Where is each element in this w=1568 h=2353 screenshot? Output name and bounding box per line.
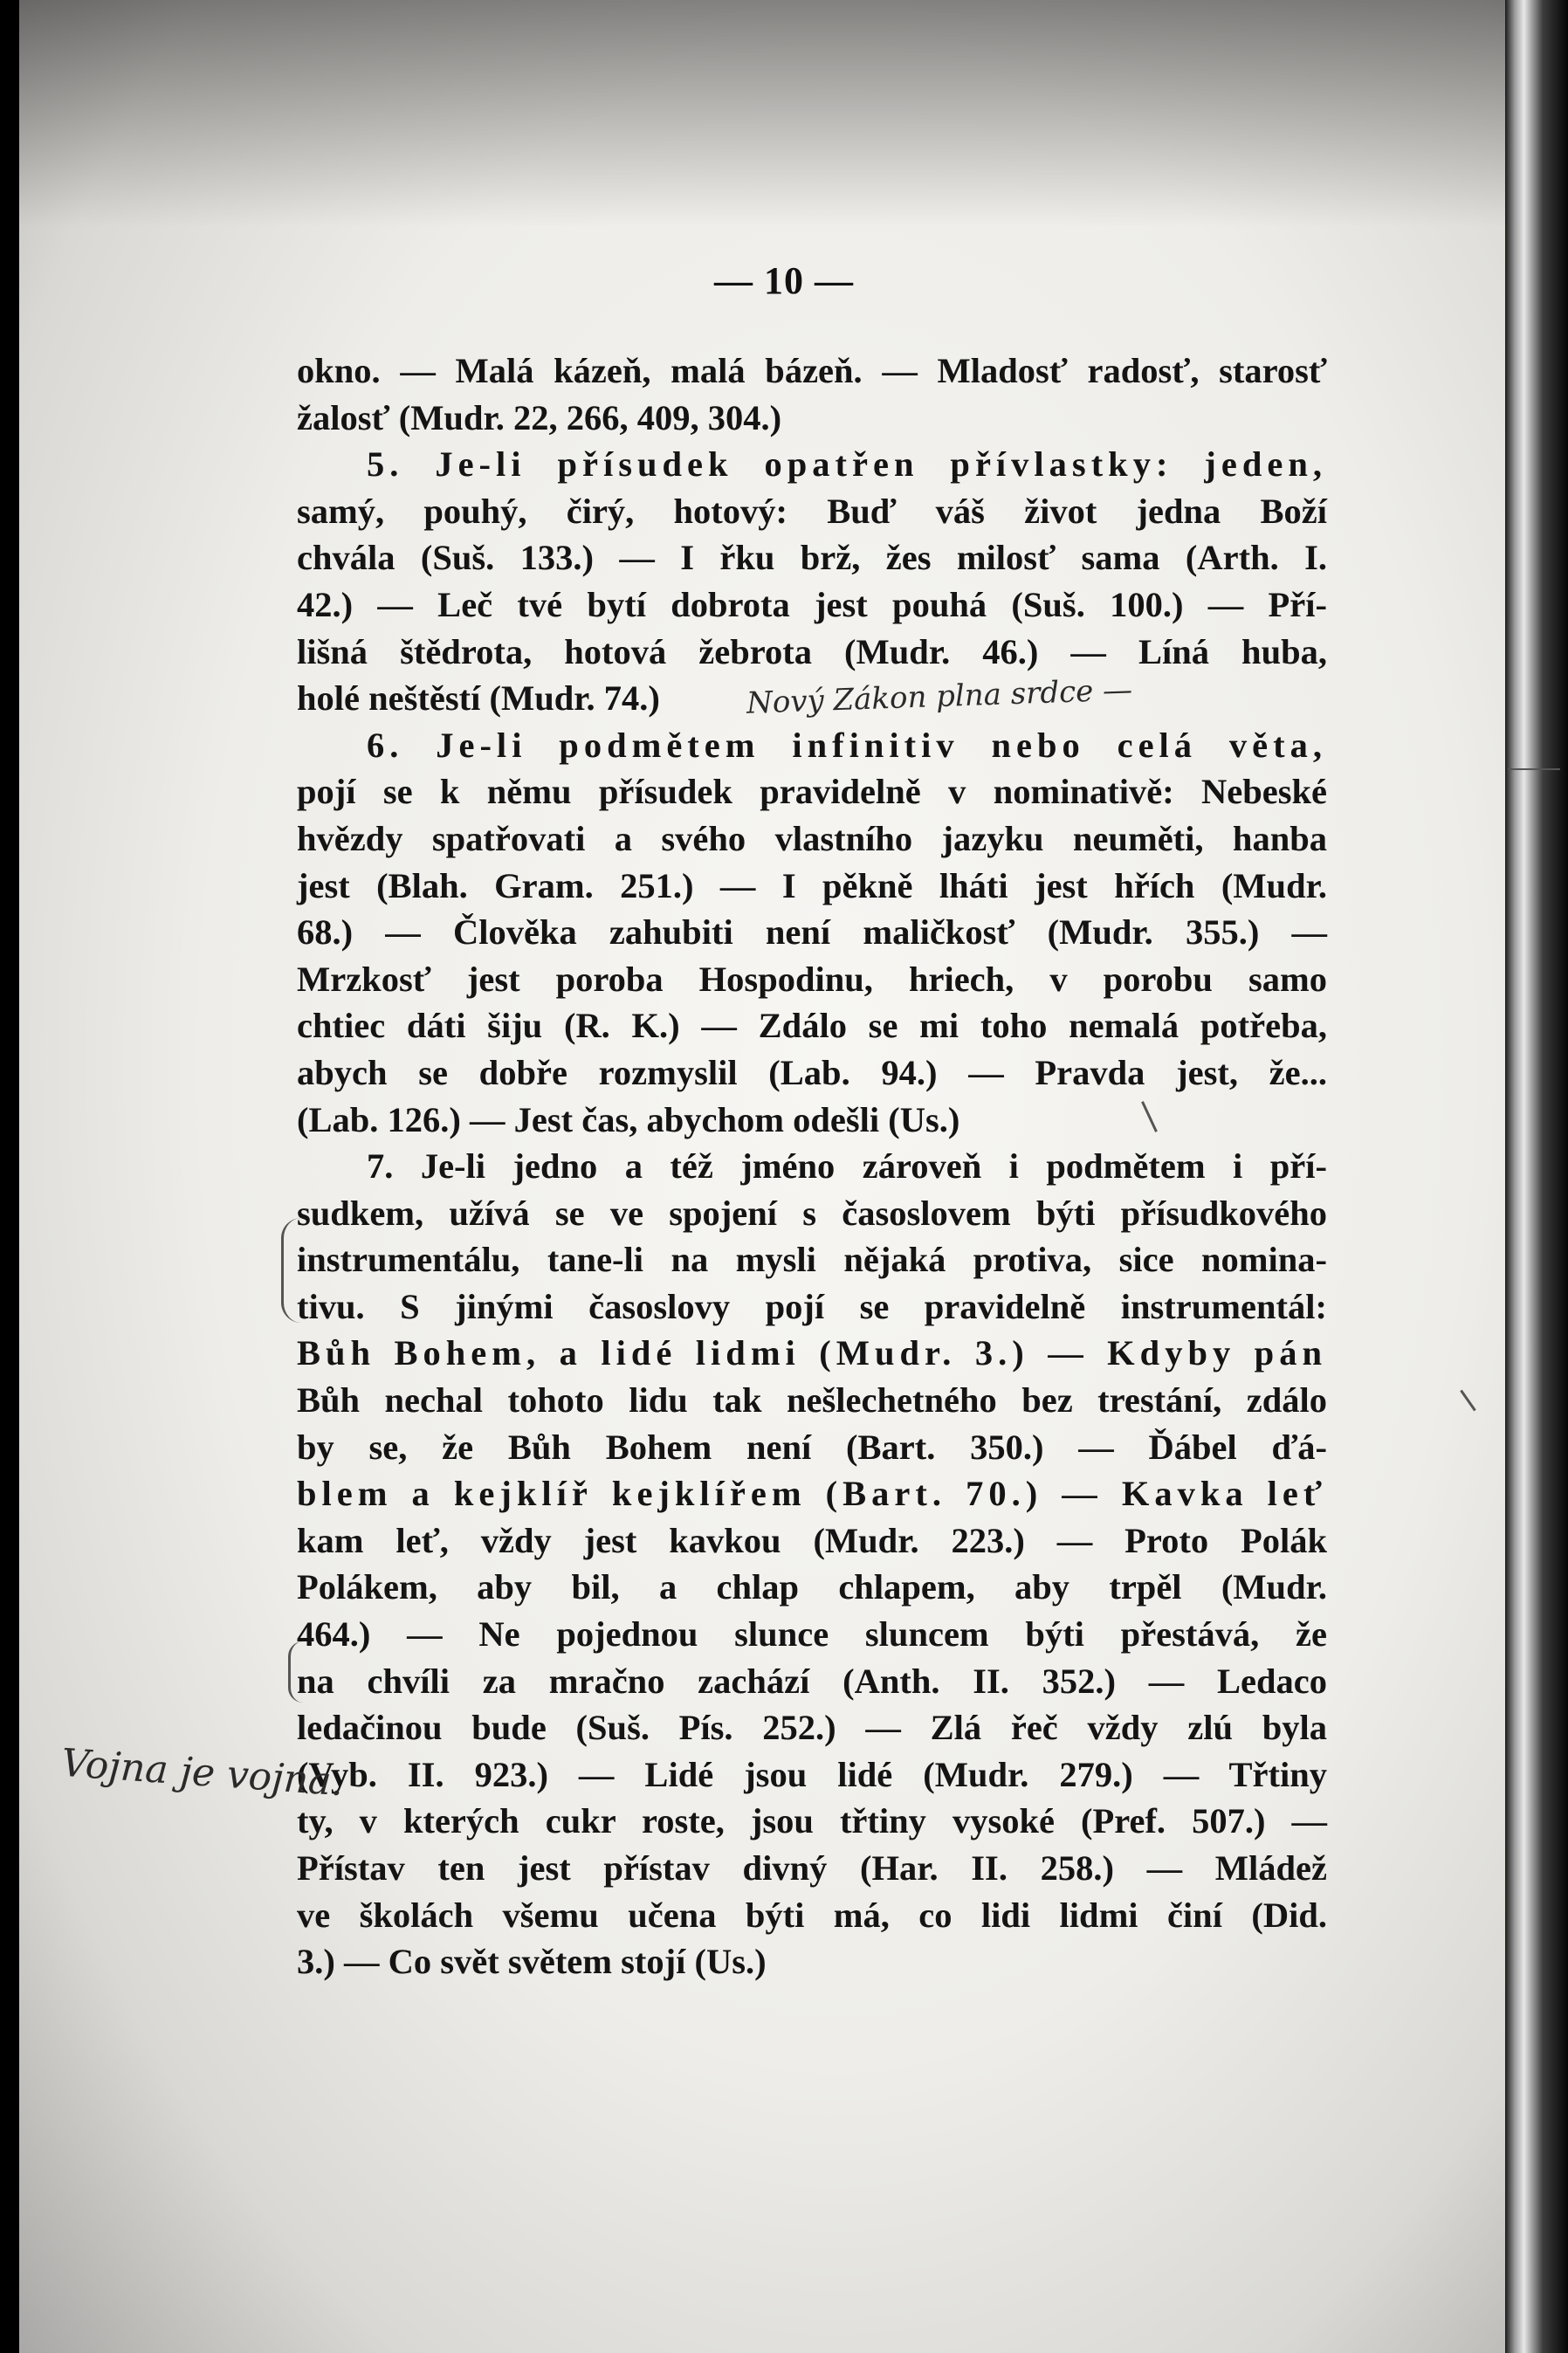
text-line: (Lab. 126.) — Jest čas, abychom odešli (Us.) <box>297 1099 960 1139</box>
text-line: abych se dobře rozmyslil (Lab. 94.) — Pravda jest, že... <box>297 1052 1327 1092</box>
text-line: by se, že Bůh Bohem není (Bart. 350.) — Ďábel ďá- <box>297 1427 1327 1467</box>
handwritten-note-top: Nový Zákon plna srdce — <box>746 672 1133 721</box>
pencil-bracket <box>288 1641 303 1703</box>
text-line: 7. Je-li jedno a též jméno zároveň i podmětem i pří- <box>367 1146 1327 1187</box>
text-line: tivu. S jinými časoslovy pojí se pravidelně instrumentál: <box>297 1286 1327 1326</box>
text-line: Polákem, aby bil, a chlap chlapem, aby trpěl (Mudr. <box>297 1567 1327 1607</box>
text-line: chvála (Suš. 133.) — I řku brž, žes milosť sama (Arth. I. <box>297 538 1327 578</box>
text-line: lišná štědrota, hotová žebrota (Mudr. 46.) — Líná huba, <box>297 631 1327 671</box>
page-number: — 10 — <box>714 259 854 302</box>
text-line: ledačinou bude (Suš. Pís. 252.) — Zlá řeč vždy zlú byla <box>297 1708 1327 1748</box>
handwritten-note-left: Vojna je vojna. <box>59 1740 346 1806</box>
text-line: žalosť (Mudr. 22, 266, 409, 304.) <box>297 397 782 437</box>
book-spine <box>1505 0 1568 2353</box>
text-line: 42.) — Leč tvé bytí dobrota jest pouhá (Suš. 100.) — Pří- <box>297 584 1327 624</box>
text-line: instrumentálu, tane-li na mysli nějaká protiva, sice nomina- <box>297 1240 1327 1280</box>
text-line: blem a kejklíř kejklířem (Bart. 70.) — Kavka leť <box>297 1474 1327 1514</box>
text-line: Bůh nechal tohoto lidu tak nešlechetného bez trestání, zdálo <box>297 1380 1327 1421</box>
text-line: (Vyb. II. 923.) — Lidé jsou lidé (Mudr. 279.) — Třtiny <box>297 1754 1327 1794</box>
text-line: Bůh Bohem, a lidé lidmi (Mudr. 3.) — Kdyby pán <box>297 1333 1327 1373</box>
body-text <box>297 347 1327 1985</box>
text-line: samý, pouhý, čirý, hotový: Buď váš život jedna Boží <box>297 491 1327 531</box>
text-line: 5. Je-li přísudek opatřen přívlastky: jeden, <box>367 444 1327 485</box>
text-line: 68.) — Člověka zahubiti není maličkosť (Mudr. 355.) — <box>297 912 1327 953</box>
text-line: jest (Blah. Gram. 251.) — I pěkně lháti jest hřích (Mudr. <box>297 865 1327 905</box>
text-line: Mrzkosť jest poroba Hospodinu, hriech, v porobu samo <box>297 959 1327 999</box>
text-line: ty, v kterých cukr roste, jsou třtiny vysoké (Pref. 507.) — <box>297 1801 1327 1841</box>
text-line: okno. — Malá kázeň, malá bázeň. — Mladosť radosť, starosť <box>297 351 1327 390</box>
text-line: sudkem, užívá se ve spojení s časoslovem býti přísudkového <box>297 1193 1327 1233</box>
text-line: Přístav ten jest přístav divný (Har. II. 258.) — Mládež <box>297 1848 1327 1888</box>
margin-tick <box>1508 768 1560 770</box>
text-line: hvězdy spatřovati a svého vlastního jazyku neuměti, hanba <box>297 818 1327 858</box>
pencil-bracket <box>281 1218 301 1323</box>
text-line: kam leť, vždy jest kavkou (Mudr. 223.) — Proto Polák <box>297 1520 1327 1560</box>
text-line: ve školách všemu učena býti má, co lidi lidmi činí (Did. <box>297 1895 1327 1935</box>
scan-shadow <box>19 0 1505 227</box>
text-line: 6. Je-li podmětem infinitiv nebo celá věta, <box>367 725 1327 765</box>
text-line: 464.) — Ne pojednou slunce sluncem býti přestává, že <box>297 1614 1327 1655</box>
text-line: holé neštěstí (Mudr. 74.) <box>297 678 660 719</box>
text-line: 3.) — Co svět světem stojí (Us.) <box>297 1942 767 1982</box>
text-line: na chvíli za mračno zachází (Anth. II. 352.) — Ledaco <box>297 1661 1327 1701</box>
text-line: chtiec dáti šiju (R. K.) — Zdálo se mi toho nemalá potřeba, <box>297 1006 1327 1046</box>
text-line: pojí se k němu přísudek pravidelně v nominativě: Nebeské <box>297 772 1327 812</box>
